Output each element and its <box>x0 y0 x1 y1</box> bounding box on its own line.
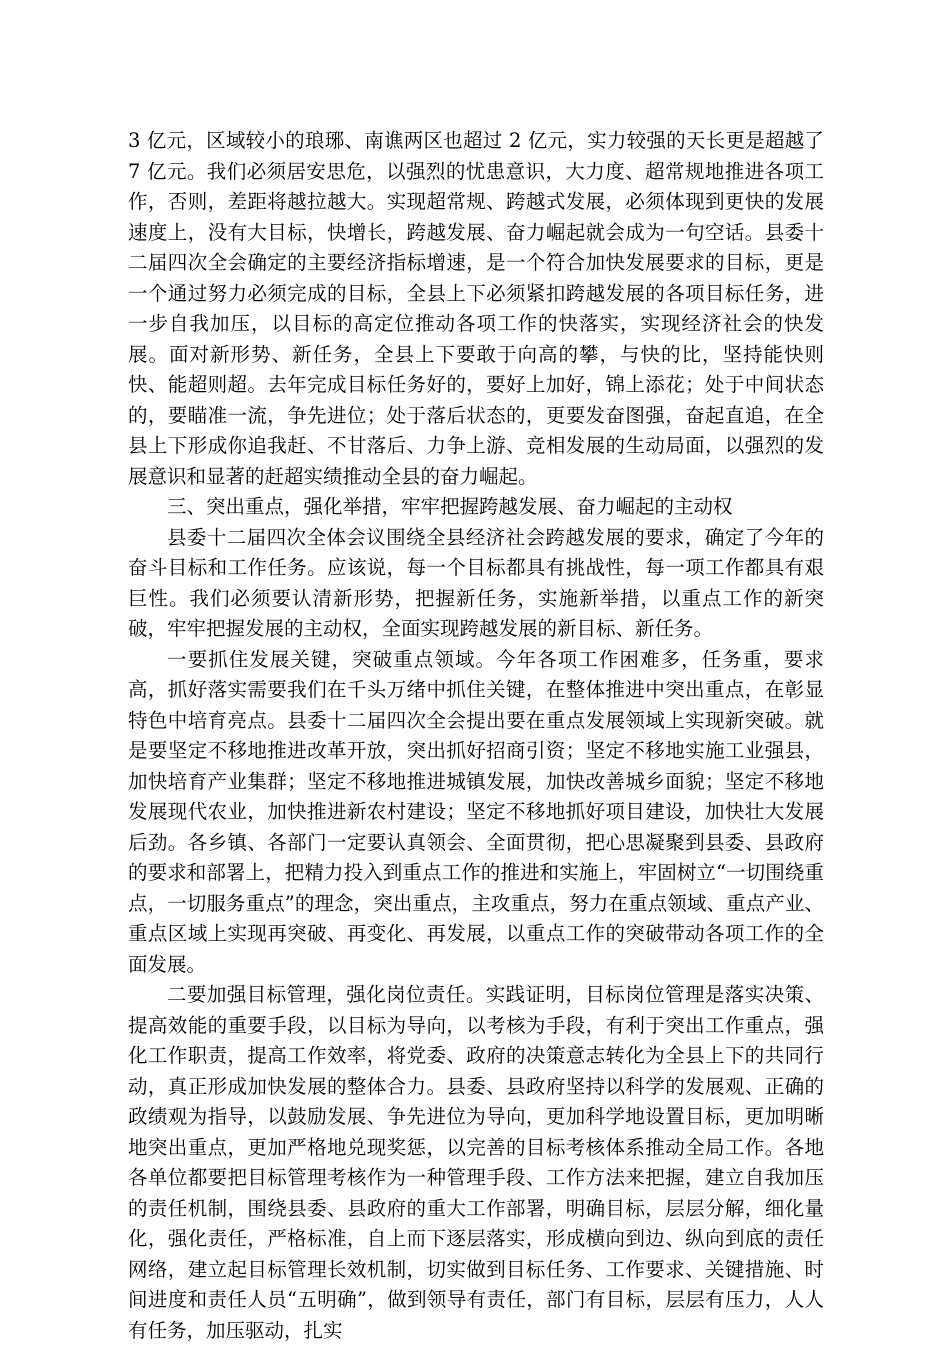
paragraph: 二要加强目标管理，强化岗位责任。实践证明，目标岗位管理是落实决策、提高效能的重要手段，以目标为导向，以考核为手段，有利于突出工作重点，强化工作职责，提高工作效率，将党委、政府的决策意志转化为全县上下的共同行动，真正形成加快发展的整体合力。县委、县政府坚持以科学的发展观、正确的政绩观为指导，以鼓励发展、争先进位为导向，更加科学地设置目标，更加明晰地突出重点，更加严格地兑现奖惩，以完善的目标考核体系推动全局工作。各地各单位都要把目标管理考核作为一种管理手段、工作方法来把握，建立自我加压的责任机制，围绕县委、县政府的重大工作部署，明确目标，层层分解，细化量化，强化责任，严格标准，自上而下逐层落实，形成横向到边、纵向到底的责任网络，建立起目标管理长效机制，切实做到目标任务、工作要求、关键措施、时间进度和责任人员“五明确”，做到领导有责任，部门有目标，层层有压力，人人有任务，加压驱动，扎实 <box>128 983 824 1342</box>
paragraph: 一要抓住发展关键，突破重点领域。今年各项工作困难多，任务重，要求高，抓好落实需要我们在千头万绪中抓住关键，在整体推进中突出重点，在彰显特色中培育亮点。县委十二届四次全会提出要在重点发展领域上实现新突破。就是要坚定不移地推进改革开放，突出抓好招商引资；坚定不移地实施工业强县，加快培育产业集群；坚定不移地推进城镇发展，加快改善城乡面貌；坚定不移地发展现代农业，加快推进新农村建设；坚定不移地抓好项目建设，加快壮大发展后劲。各乡镇、各部门一定要认真领会、全面贯彻，把心思凝聚到县委、县政府的要求和部署上，把精力投入到重点工作的推进和实施上，牢固树立“一切围绕重点，一切服务重点”的理念，突出重点，主攻重点，努力在重点领域、重点产业、重点区域上实现再突破、再变化、再发展，以重点工作的突破带动各项工作的全面发展。 <box>128 647 824 976</box>
section-heading: 三、突出重点，强化举措，牢牢把握跨越发展、奋力崛起的主动权 <box>167 495 733 518</box>
paragraph-continued: 3 亿元，区域较小的琅琊、南谯两区也超过 2 亿元，实力较强的天长更是超越了 7 亿元。我们必须居安思危，以强烈的忧患意识，大力度、超常规地推进各项工作，否则，差距将越拉越大。实现超常规、跨越式发展，必须体现到更快的发展速度上，没有大目标，快增长，跨越发展、奋力崛起就会成为一句空话。县委十二届四次全会确定的主要经济指标增速，是一个符合加快发展要求的目标，更是一个通过努力必须完成的目标，全县上下必须紧扣跨越发展的各项目标任务，进一步自我加压，以目标的高定位推动各项工作的快落实，实现经济社会的快发展。面对新形势、新任务，全县上下要敢于向高的攀，与快的比，坚持能快则快、能超则超。去年完成目标任务好的，要好上加好，锦上添花；处于中间状态的，要瞄准一流，争先进位；处于落后状态的，更要发奋图强，奋起直追，在全县上下形成你追我赶、不甘落后、力争上游、竞相发展的生动局面，以强烈的发展意识和显著的赶超实绩推动全县的奋力崛起。 <box>128 129 824 488</box>
paragraph: 县委十二届四次全体会议围绕全县经济社会跨越发展的要求，确定了今年的奋斗目标和工作任务。应该说，每一个目标都具有挑战性，每一项工作都具有艰巨性。我们必须要认清新形势，把握新任务，实施新举措，以重点工作的新突破，牢牢把握发展的主动权，全面实现跨越发展的新目标、新任务。 <box>128 525 824 640</box>
document-body <box>128 126 824 1346</box>
